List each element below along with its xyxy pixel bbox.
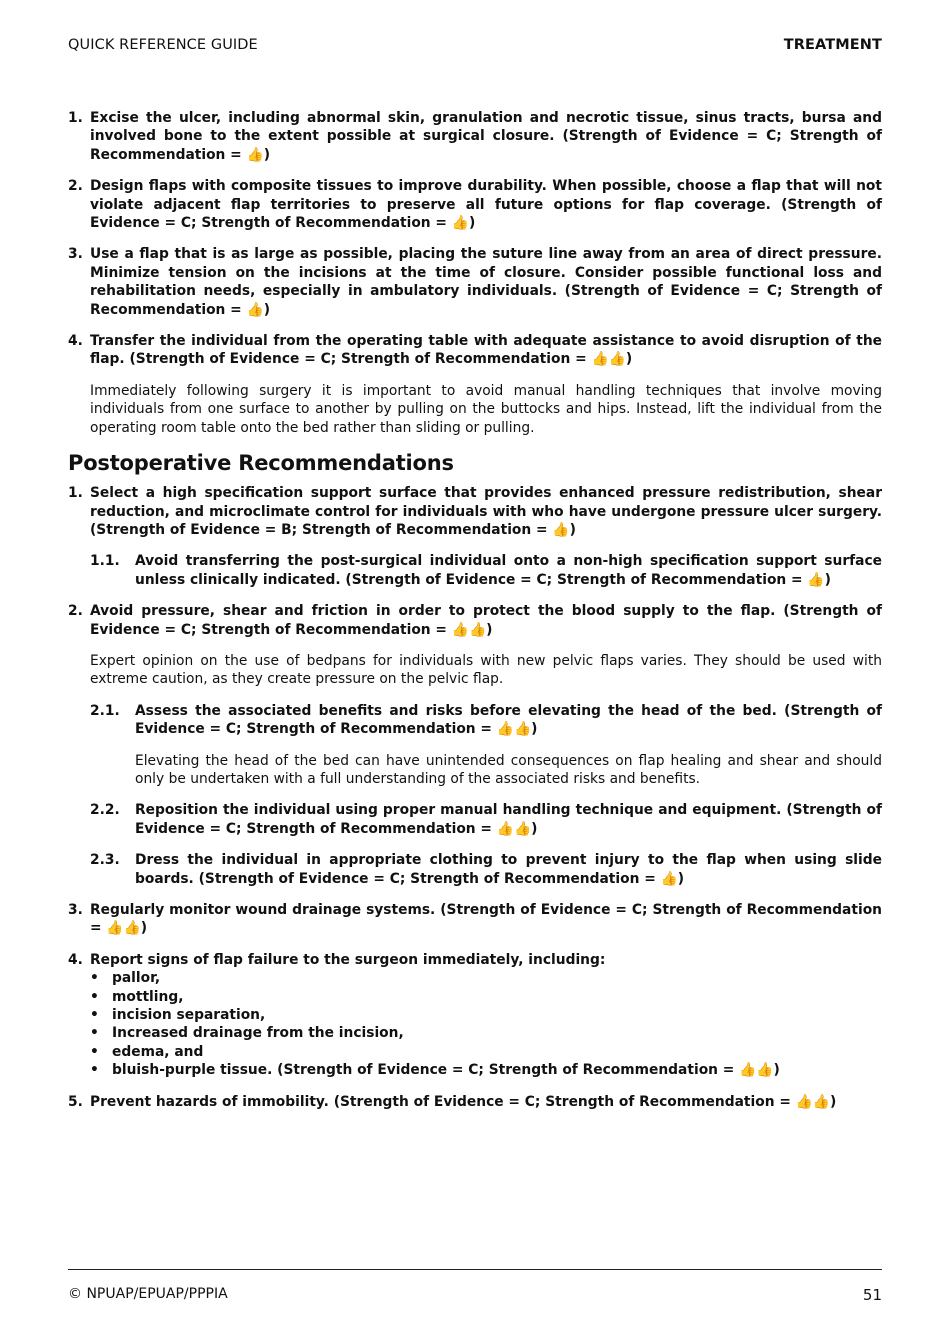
recommendation-item	[68, 951, 882, 1080]
recommendation-item	[68, 1093, 882, 1111]
recommendation-item	[68, 901, 882, 938]
page-footer	[68, 1286, 882, 1304]
item-text: Avoid transferring the post-surgical individual onto a non-high specification support surface unless clinically indicated. (Strength of Evidence = C; Strength of Recommendation = 👍)	[135, 553, 882, 588]
recommendation-item	[68, 602, 882, 639]
item-number: 1.	[68, 485, 83, 502]
list-item-text: Increased drainage from the incision,	[112, 1025, 404, 1042]
sub-recommendation-item	[90, 851, 882, 888]
sub-recommendation-item	[90, 702, 882, 739]
item-number: 5.	[68, 1093, 83, 1110]
item-number: 1.1.	[90, 553, 120, 570]
bullet-icon: •	[90, 970, 99, 987]
recommendation-item	[68, 109, 882, 164]
item-text: Dress the individual in appropriate clothing to prevent injury to the flap when using slide boards. (Strength of Evidence = C; Strength of Recommendation = 👍)	[135, 852, 882, 887]
item-note: Expert opinion on the use of bedpans for individuals with new pelvic flaps varies. They should be used with extreme caution, as they create pressure on the pelvic flap.	[90, 652, 882, 688]
item-number: 2.1.	[90, 702, 120, 719]
bullet-icon: •	[90, 988, 99, 1005]
item-number: 2.3.	[90, 852, 120, 869]
recommendation-item	[68, 332, 882, 369]
list-item	[90, 1043, 882, 1061]
sub-recommendation-item	[90, 552, 882, 589]
sub-item-note: Elevating the head of the bed can have unintended consequences on flap healing and shear and should only be undertaken with a full understanding of the associated risks and benefits.	[135, 752, 882, 787]
surgery-note: Immediately following surgery it is important to avoid manual handling techniques that involve moving individuals from one surface to another by pulling on the buttocks and hips. Instead, lift the individual from the operating room table onto the bed rather than sliding or pulling.	[90, 382, 882, 436]
header-section-title: TREATMENT	[783, 37, 882, 53]
item-text: Transfer the individual from the operating table with adequate assistance to avoid disruption of the flap. (Strength of Evidence = C; Strength of Recommendation = 👍👍)	[90, 333, 882, 368]
section-title: Postoperative Recommendations	[68, 451, 454, 476]
item-number: 2.	[68, 178, 83, 195]
item-text: Assess the associated benefits and risks before elevating the head of the bed. (Strength of Evidence = C; Strength of Recommendation = 👍👍)	[135, 702, 882, 738]
page-header	[68, 37, 882, 53]
list-item-text: edema, and	[112, 1043, 204, 1060]
item-text: Reposition the individual using proper manual handling technique and equipment. (Strength of Evidence = C; Strength of Recommendation = 👍👍)	[135, 802, 882, 837]
list-item-text: mottling,	[112, 988, 184, 1005]
item-number: 4.	[68, 951, 83, 968]
sub-recommendation-item	[90, 801, 882, 838]
bullet-icon: •	[90, 1025, 99, 1042]
item-number: 3.	[68, 902, 83, 918]
item-body	[90, 951, 882, 1080]
list-item	[90, 1006, 882, 1024]
list-item-text: pallor,	[112, 970, 161, 987]
list-item-text: incision separation,	[112, 1007, 266, 1024]
item-text: Avoid pressure, shear and friction in order to protect the blood supply to the flap. (Strength of Evidence = C; Strength of Recommendation = 👍👍)	[90, 603, 882, 638]
recommendation-item	[68, 177, 882, 232]
page-content	[68, 109, 882, 1124]
item-number: 3.	[68, 246, 83, 263]
header-guide-title: QUICK REFERENCE GUIDE	[68, 37, 258, 53]
list-item-text: bluish-purple tissue. (Strength of Evidence = C; Strength of Recommendation = 👍👍)	[112, 1062, 780, 1079]
item-text: Excise the ulcer, including abnormal skin, granulation and necrotic tissue, sinus tracts, bursa and involved bone to the extent possible at surgical closure. (Strength of Evidence = C; Strength of Recommendation = 👍)	[90, 110, 882, 163]
list-item	[90, 1061, 882, 1079]
bullet-icon: •	[90, 1007, 99, 1024]
item-number: 4.	[68, 333, 83, 350]
recommendation-item	[68, 245, 882, 319]
page-number: 51	[862, 1286, 882, 1304]
item-number: 1.	[68, 110, 83, 126]
item-text: Regularly monitor wound drainage systems. (Strength of Evidence = C; Strength of Recommendation = 👍👍)	[90, 902, 882, 937]
item-text: Report signs of flap failure to the surgeon immediately, including:	[90, 951, 606, 968]
item-text: Prevent hazards of immobility. (Strength of Evidence = C; Strength of Recommendation = 👍👍)	[90, 1093, 837, 1110]
bullet-icon: •	[90, 1043, 99, 1060]
item-text: Design flaps with composite tissues to improve durability. When possible, choose a flap that will not violate adjacent flap territories to preserve all future options for flap coverage. (Strength of Evidence = C; Strength of Recommendation = 👍)	[90, 178, 882, 232]
bullet-icon: •	[90, 1062, 99, 1079]
copyright-text: © NPUAP/EPUAP/PPPIA	[68, 1286, 228, 1302]
footer-divider	[68, 1269, 882, 1270]
item-number: 2.2.	[90, 802, 120, 819]
item-text: Select a high specification support surface that provides enhanced pressure redistribution, shear reduction, and microclimate control for individuals with who have undergone pressure ulcer surgery. (Strength of Evidence = B; Strength of Recommendation = 👍)	[90, 485, 882, 538]
recommendation-item	[68, 484, 882, 539]
item-number: 2.	[68, 603, 83, 620]
list-item	[90, 988, 882, 1006]
list-item	[90, 1024, 882, 1042]
list-item	[90, 969, 882, 987]
item-text: Use a flap that is as large as possible, placing the suture line away from an area of direct pressure. Minimize tension on the incisions at the time of closure. Consider possible functional loss and rehabilitation needs, especially in ambulatory individuals. (Strength of Evidence = C; Strength of Recommendation = 👍)	[90, 246, 882, 318]
bullet-list	[90, 969, 882, 1079]
